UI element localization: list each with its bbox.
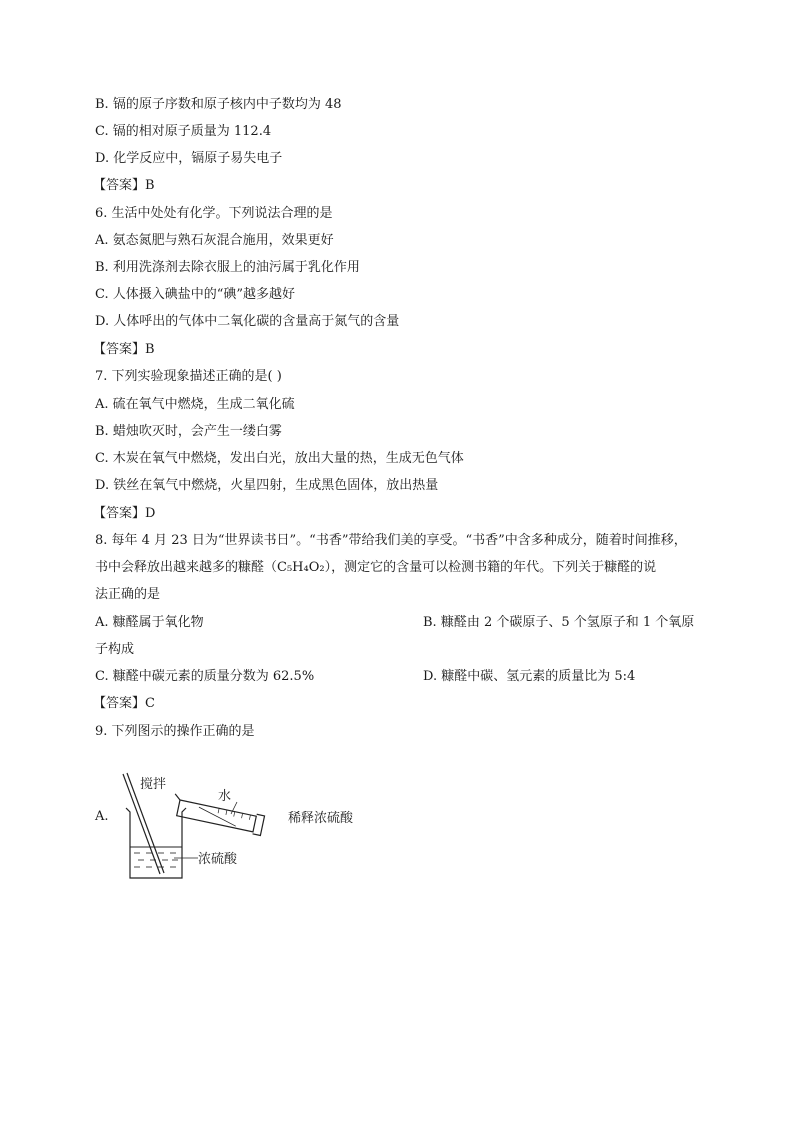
q6-answer: 【答案】B (93, 342, 155, 357)
q8-option-b-cont: 子构成 (95, 642, 135, 657)
q5-option-d: D. 化学反应中，镉原子易失电子 (95, 151, 283, 166)
q6-option-a: A. 氨态氮肥与熟石灰混合施用，效果更好 (95, 233, 334, 248)
q6-stem: 6. 生活中处处有化学。下列说法合理的是 (95, 206, 333, 221)
q6-option-d: D. 人体呼出的气体中二氧化碳的含量高于氮气的含量 (95, 314, 400, 329)
q9-stem: 9. 下列图示的操作正确的是 (95, 724, 255, 739)
q7-option-c: C. 木炭在氧气中燃烧，发出白光，放出大量的热，生成无色气体 (95, 451, 464, 466)
q5-option-b: B. 镉的原子序数和原子核内中子数均为 48 (95, 97, 342, 112)
stir-label: 搅拌 (140, 777, 167, 792)
q7-stem: 7. 下列实验现象描述正确的是( ) (95, 369, 282, 384)
q7-option-d: D. 铁丝在氧气中燃烧，火星四射，生成黑色固体，放出热量 (95, 478, 439, 493)
q7-option-a: A. 硫在氧气中燃烧，生成二氧化硫 (95, 397, 295, 412)
q8-option-c: C. 糠醛中碳元素的质量分数为 62.5% (95, 669, 315, 684)
figure-caption: 稀释浓硫酸 (288, 811, 354, 826)
q8-stem-line-3: 法正确的是 (95, 587, 161, 602)
q8-stem-line-2: 书中会释放出越来越多的糠醛（C₅H₄O₂），测定它的含量可以检测书籍的年代。下列关于糠醛的说 (95, 560, 657, 575)
q7-answer: 【答案】D (93, 506, 156, 521)
q8-option-d: D. 糠醛中碳、氢元素的质量比为 5:4 (423, 669, 636, 684)
q6-option-c: C. 人体摄入碘盐中的“碘”越多越好 (95, 287, 296, 302)
q8-option-a: A. 糠醛属于氧化物 (95, 615, 204, 630)
q7-option-b: B. 蜡烛吹灭时，会产生一缕白雾 (95, 424, 282, 439)
q8-option-b: B. 糠醛由 2 个碳原子、5 个氢原子和 1 个氧原 (423, 615, 695, 630)
conc-acid-label: 浓硫酸 (198, 852, 238, 867)
beaker (126, 808, 186, 878)
q9-option-a-label: A. (95, 809, 109, 824)
q6-option-b: B. 利用洗涤剂去除衣服上的油污属于乳化作用 (95, 260, 360, 275)
q5-option-c: C. 镉的相对原子质量为 112.4 (95, 124, 272, 139)
q8-answer: 【答案】C (93, 696, 155, 711)
water-label: 水 (218, 789, 232, 804)
q5-answer: 【答案】B (93, 178, 155, 193)
q8-stem-line-1: 8. 每年 4 月 23 日为“世界读书日”。“书香”带给我们美的享受。“书香”中含多种成分，随着时间推移， (95, 533, 687, 548)
dilution-figure (110, 760, 370, 890)
